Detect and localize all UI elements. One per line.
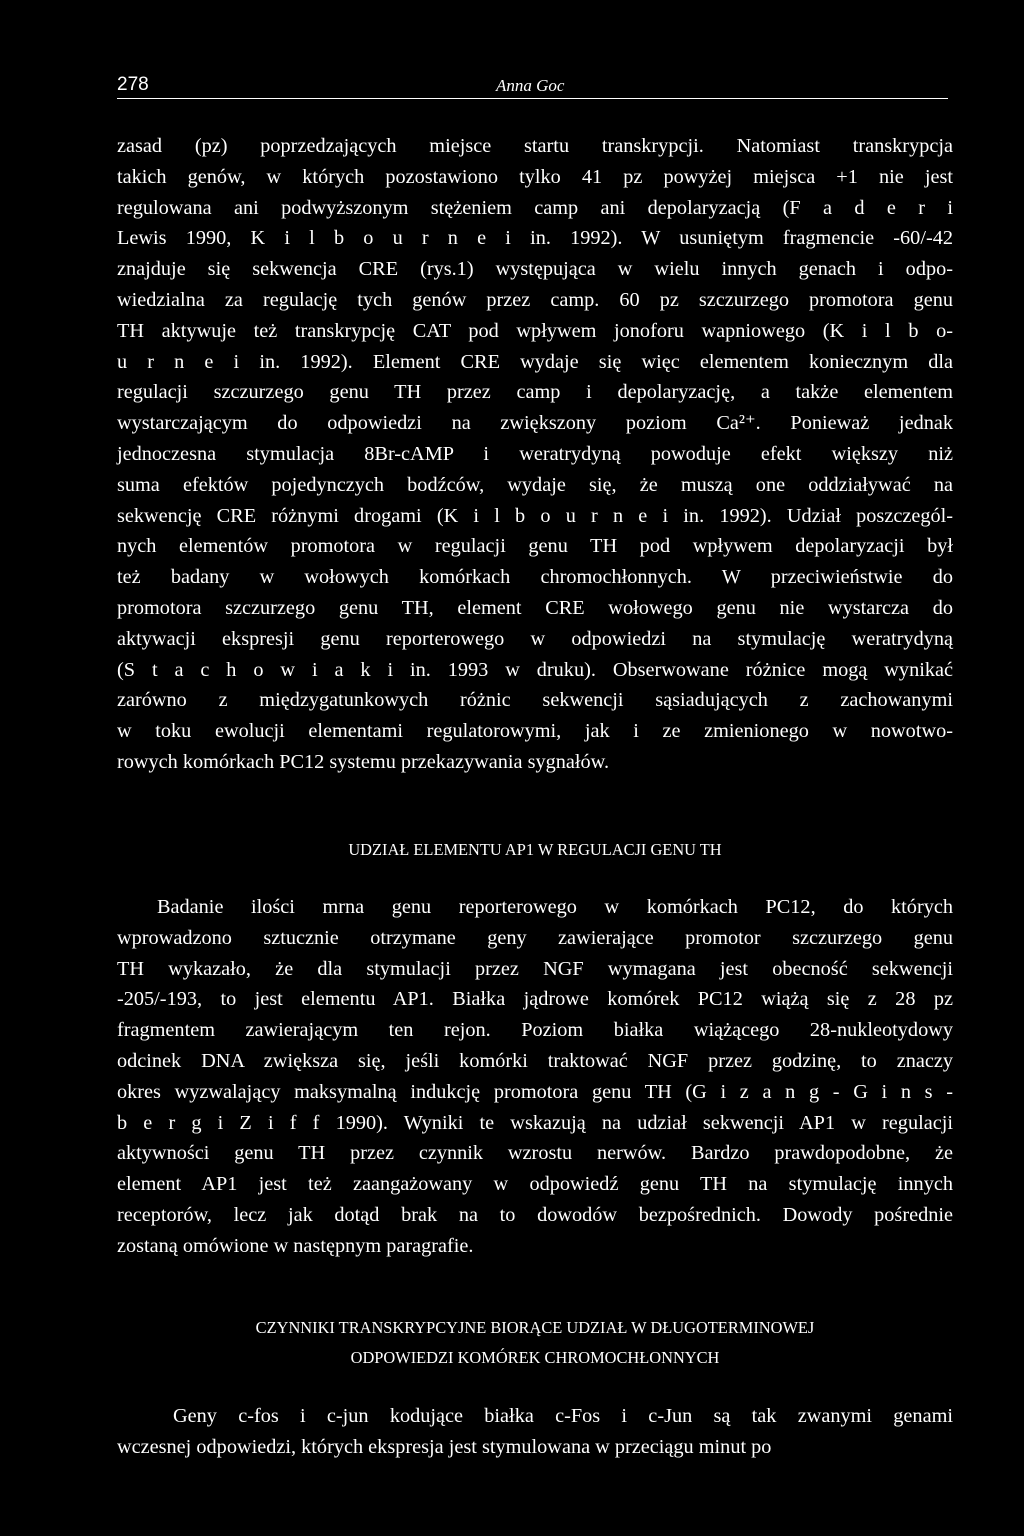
text-line: promotora szczurzego genu TH, element CRE wołowego genu nie wystarcza do — [117, 596, 953, 619]
text-line: wprowadzono sztucznie otrzymane geny zawierające promotor szczurzego genu — [117, 926, 953, 949]
section-heading-ap1: UDZIAŁ ELEMENTU AP1 W REGULACJI GENU TH — [348, 840, 722, 859]
body-paragraph-1 — [117, 131, 953, 778]
text-line: -205/-193, to jest elementu AP1. Białka jądrowe komórek PC12 wiążą się z 28 pz — [117, 988, 953, 1011]
text-line: wczesnej odpowiedzi, których ekspresja jest stymulowana w przeciągu minut po — [117, 1435, 772, 1458]
text-line: nych elementów promotora w regulacji genu TH pod wpływem depolaryzacji był — [117, 535, 953, 558]
text-line: rowych komórkach PC12 systemu przekazywania sygnałów. — [117, 750, 610, 773]
text-line: receptorów, lecz jak dotąd brak na to dowodów bezpośrednich. Dowody pośrednie — [117, 1203, 953, 1226]
heading-line: CZYNNIKI TRANSKRYPCYJNE BIORĄCE UDZIAŁ W DŁUGOTERMINOWEJ — [255, 1318, 815, 1337]
body-paragraph-3 — [117, 1401, 953, 1463]
text-line: sekwencję CRE różnymi drogami (K i l b o u r n e i in. 1992). Udział poszczegól- — [117, 504, 953, 527]
running-author: Anna Goc — [496, 76, 565, 95]
text-line: w toku ewolucji elementami regulatorowymi, jak i ze zmienionego w nowotwo- — [117, 720, 953, 743]
text-line: takich genów, w których pozostawiono tylko 41 pz powyżej miejsca +1 nie jest — [117, 165, 953, 188]
text-line: Badanie ilości mrna genu reporterowego w komórkach PC12, do których — [157, 896, 953, 918]
text-line: wystarczającym do odpowiedzi na zwiększony poziom Ca²⁺. Ponieważ jednak — [117, 412, 953, 435]
text-line: znajduje się sekwencja CRE (rys.1) występująca w wielu innych genach i odpo- — [117, 258, 953, 281]
text-line: odcinek DNA zwiększa się, jeśli komórki traktować NGF przez godzinę, to znaczy — [117, 1049, 953, 1072]
text-line: zarówno z międzygatunkowych różnic sekwencji sąsiadujących z zachowanymi — [117, 689, 953, 712]
text-line: okres wyzwalający maksymalną indukcję promotora genu TH (G i z a n g - G i n s - — [117, 1080, 953, 1103]
text-line: regulowana ani podwyższonym stężeniem camp ani depolaryzacją (F a d e r i — [117, 196, 953, 219]
text-line: Geny c-fos i c-jun kodujące białka c-Fos i c-Jun są tak zwanymi genami — [173, 1405, 953, 1427]
text-line: fragmentem zawierającym ten rejon. Poziom białka wiążącego 28-nukleotydowy — [117, 1019, 953, 1042]
text-line: wiedzialna za regulację tych genów przez camp. 60 pz szczurzego promotora genu — [117, 288, 953, 311]
text-line: element AP1 jest też zaangażowany w odpowiedź genu TH na stymulację innych — [117, 1173, 953, 1196]
text-line: TH wykazało, że dla stymulacji przez NGF wymagana jest obecność sekwencji — [117, 957, 953, 980]
text-line: też badany w wołowych komórkach chromochłonnych. W przeciwieństwie do — [117, 566, 953, 589]
text-line: Lewis 1990, K i l b o u r n e i in. 1992). W usuniętym fragmencie -60/-42 — [117, 227, 953, 250]
text-line: aktywacji ekspresji genu reporterowego w odpowiedzi na stymulację weratrydyną — [117, 627, 953, 650]
text-line: regulacji szczurzego genu TH przez camp i depolaryzację, a także elementem — [117, 381, 953, 404]
section-heading-transcription-factors — [117, 1313, 953, 1373]
text-line: b e r g i Z i f f 1990). Wyniki te wskazują na udział sekwencji AP1 w regulacji — [117, 1111, 953, 1134]
text-line: suma efektów pojedynczych bodźców, wydaje się, że muszą one oddziaływać na — [117, 473, 953, 496]
text-line: zasad (pz) poprzedzających miejsce startu transkrypcji. Natomiast transkrypcja — [117, 135, 953, 157]
running-header — [117, 74, 948, 99]
page-number: 278 — [117, 74, 149, 95]
text-line: (S t a c h o w i a k i in. 1993 w druku). Obserwowane różnice mogą wynikać — [117, 658, 953, 681]
text-line: TH aktywuje też transkrypcję CAT pod wpływem jonoforu wapniowego (K i l b o- — [117, 319, 953, 342]
text-line: zostaną omówione w następnym paragrafie. — [117, 1234, 474, 1257]
text-line: jednoczesna stymulacja 8Br-cAMP i weratrydyną powoduje efekt większy niż — [117, 442, 953, 465]
text-line: u r n e i in. 1992). Element CRE wydaje się więc elementem koniecznym dla — [117, 350, 953, 373]
body-paragraph-2 — [117, 892, 953, 1262]
heading-line: ODPOWIEDZI KOMÓREK CHROMOCHŁONNYCH — [350, 1348, 720, 1367]
text-line: aktywności genu TH przez czynnik wzrostu nerwów. Bardzo prawdopodobne, że — [117, 1142, 953, 1165]
